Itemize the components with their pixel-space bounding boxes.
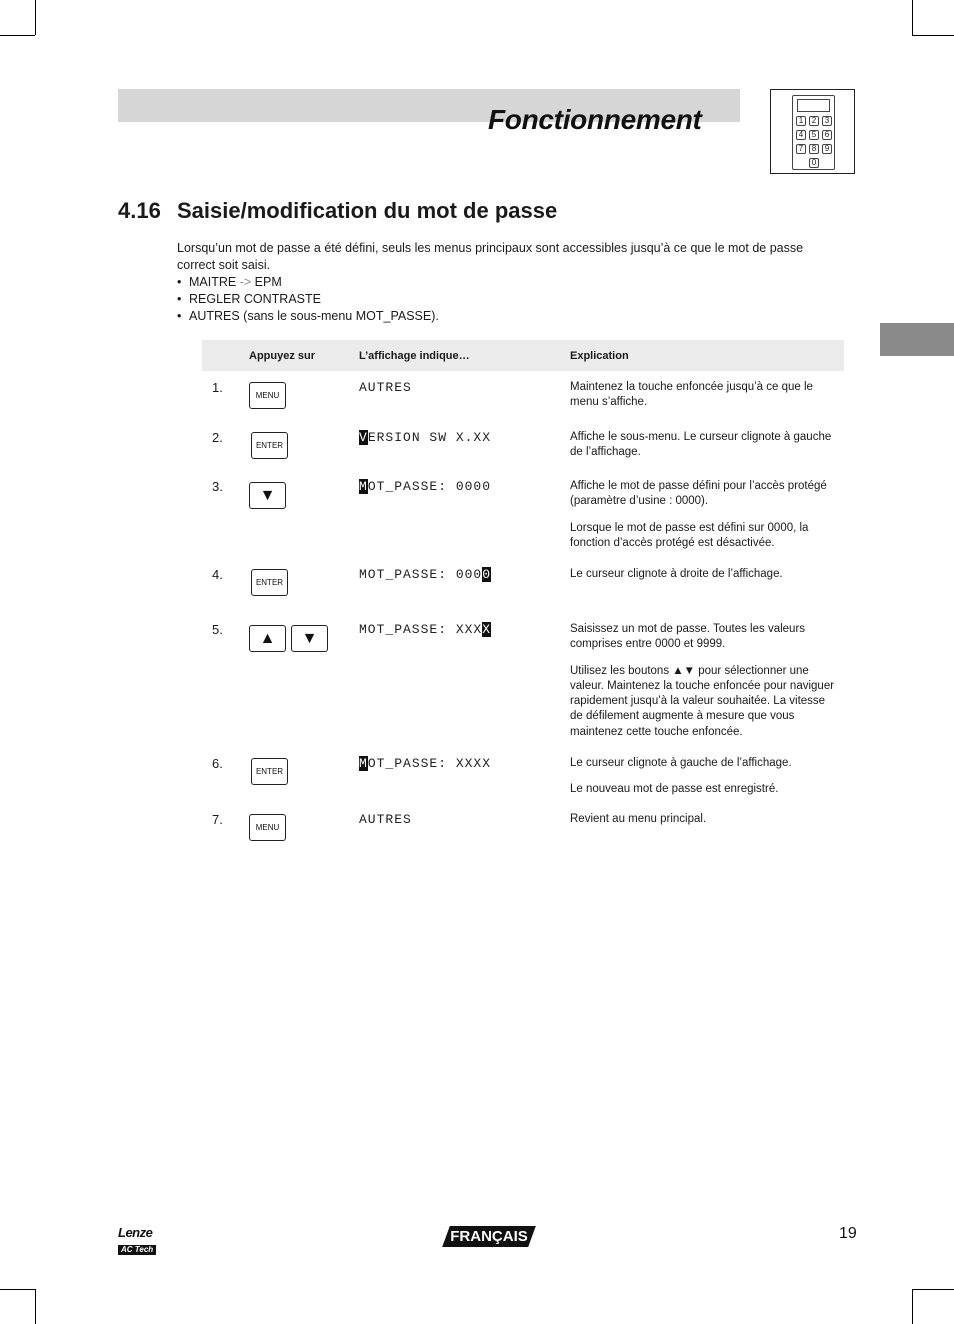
- explanation: [570, 380, 835, 422]
- display-readout: [359, 380, 412, 395]
- display-cursor: M: [359, 479, 368, 494]
- language-side-tab: [880, 323, 954, 356]
- explanation: [570, 622, 835, 751]
- up-arrow-key-button[interactable]: [249, 625, 286, 652]
- explanation-paragraph: Maintenez la touche enfoncée jusqu’à ce que le menu s’affiche.: [570, 381, 813, 409]
- keypad-key: 6: [822, 130, 832, 140]
- step-number: 3.: [212, 479, 223, 494]
- down-arrow-key-button[interactable]: [291, 625, 328, 652]
- crop-mark: [912, 35, 954, 36]
- crop-mark: [912, 0, 913, 35]
- col-header-press: Appuyez sur: [249, 350, 316, 362]
- keypad-key: 2: [809, 116, 819, 126]
- intro-paragraph: Lorsqu’un mot de passe a été défini, seuls les menus principaux sont accessibles jusqu’à ce que le mot de passe correct soit saisi.: [177, 241, 804, 272]
- menu-key-button[interactable]: MENU: [249, 814, 286, 841]
- lenze-logo: [118, 1226, 158, 1257]
- bullet-item: [177, 274, 842, 291]
- section-title-text: Saisie/modification du mot de passe: [177, 198, 558, 223]
- step-number: 2.: [212, 430, 223, 445]
- enter-key-button[interactable]: ENTER: [251, 432, 288, 459]
- intro-block: [177, 240, 842, 325]
- explanation: [570, 430, 835, 472]
- keypad-key: 0: [809, 158, 819, 168]
- arrow-text: ->: [239, 275, 252, 289]
- keypad-key: 9: [822, 144, 832, 154]
- bullet-list: [177, 274, 842, 325]
- display-cursor: X: [482, 622, 492, 637]
- step-number: 7.: [212, 812, 223, 827]
- bullet-text: REGLER CONTRASTE: [189, 292, 321, 306]
- display-readout: [359, 812, 412, 827]
- display-text: OT_PASSE: 0000: [367, 479, 492, 494]
- display-text: AUTRES: [359, 812, 412, 827]
- language-label: FRANÇAIS: [450, 1228, 528, 1245]
- down-arrow-icon: ▼: [259, 486, 276, 504]
- keypad-key: 5: [809, 130, 819, 140]
- down-arrow-icon: ▼: [301, 629, 318, 647]
- bullet-item: [177, 291, 842, 308]
- crop-mark: [0, 1289, 35, 1290]
- keypad-key: 1: [796, 116, 806, 126]
- crop-mark: [912, 1289, 913, 1324]
- keypad-icon: [770, 89, 855, 174]
- crop-mark: [0, 35, 35, 36]
- display-readout: [359, 622, 491, 637]
- display-readout: [359, 430, 491, 445]
- display-text: OT_PASSE: XXXX: [367, 756, 492, 771]
- keypad-key: 4: [796, 130, 806, 140]
- display-text: ERSION SW X.XX: [367, 430, 492, 445]
- explanation-paragraph: Affiche le sous-menu. Le curseur clignote à gauche de l’affichage.: [570, 431, 832, 459]
- bullet-text: EPM: [251, 275, 282, 289]
- explanation-paragraph: Lorsque le mot de passe est défini sur 0000, la fonction d’accès protégé est désactivée.: [570, 521, 809, 549]
- menu-key-button[interactable]: MENU: [249, 382, 286, 409]
- keypad-key: 3: [822, 116, 832, 126]
- logo-text: Lenze: [118, 1225, 153, 1240]
- explanation: [570, 567, 835, 593]
- crop-mark: [35, 0, 36, 35]
- keypad-key: 8: [809, 144, 819, 154]
- display-text: MOT_PASSE: 000: [359, 567, 483, 582]
- display-text: AUTRES: [359, 380, 412, 395]
- display-cursor: 0: [482, 567, 492, 582]
- bullet-text: MAITRE: [189, 275, 240, 289]
- explanation-paragraph: Affiche le mot de passe défini pour l’accès protégé (paramètre d’usine : 0000).: [570, 480, 827, 508]
- col-header-display: L’affichage indique…: [359, 350, 470, 362]
- up-arrow-icon: ▲: [259, 629, 276, 647]
- step-number: 5.: [212, 622, 223, 637]
- display-cursor: M: [359, 756, 368, 771]
- explanation-paragraph: Utilisez les boutons ▲▼ pour sélectionner une valeur. Maintenez la touche enfoncée pour naviguer rapidement jusqu’à la valeur souhaitée. La vitesse de défilement augmente à mesure que vous maintenez cette touche enfoncée.: [570, 664, 835, 738]
- logo-subtext: AC Tech: [118, 1245, 156, 1255]
- bullet-text: AUTRES (sans le sous-menu MOT_PASSE).: [189, 309, 439, 323]
- explanation-paragraph: Saisissez un mot de passe. Toutes les valeurs comprises entre 0000 et 9999.: [570, 623, 806, 651]
- crop-mark: [35, 1289, 36, 1324]
- explanation-paragraph: Le nouveau mot de passe est enregistré.: [570, 783, 779, 796]
- section-title: [118, 198, 557, 224]
- display-readout: [359, 567, 491, 582]
- display-cursor: V: [359, 430, 368, 445]
- keypad-body: [792, 95, 835, 170]
- step-number: 4.: [212, 567, 223, 582]
- page-header-title: Fonctionnement: [488, 104, 702, 135]
- explanation-paragraph: Revient au menu principal.: [570, 813, 707, 825]
- section-number: 4.16: [118, 198, 161, 223]
- display-readout: [359, 756, 491, 771]
- explanation-paragraph: Le curseur clignote à gauche de l’affichage.: [570, 757, 792, 769]
- display-readout: [359, 479, 491, 494]
- enter-key-button[interactable]: ENTER: [251, 758, 288, 785]
- enter-key-button[interactable]: ENTER: [251, 569, 288, 596]
- table-header: [202, 340, 844, 371]
- explanation-paragraph: Le curseur clignote à droite de l’affichage.: [570, 568, 783, 580]
- crop-mark: [912, 1289, 954, 1290]
- bullet-item: [177, 308, 842, 325]
- keypad-screen: [797, 99, 830, 112]
- explanation: [570, 812, 835, 838]
- step-number: 1.: [212, 380, 223, 395]
- explanation: [570, 479, 835, 562]
- page-number: 19: [839, 1225, 857, 1242]
- down-arrow-key-button[interactable]: [249, 482, 286, 509]
- step-number: 6.: [212, 756, 223, 771]
- display-text: MOT_PASSE: XXX: [359, 622, 483, 637]
- keypad-key: 7: [796, 144, 806, 154]
- col-header-explanation: Explication: [570, 350, 629, 362]
- explanation: [570, 756, 835, 809]
